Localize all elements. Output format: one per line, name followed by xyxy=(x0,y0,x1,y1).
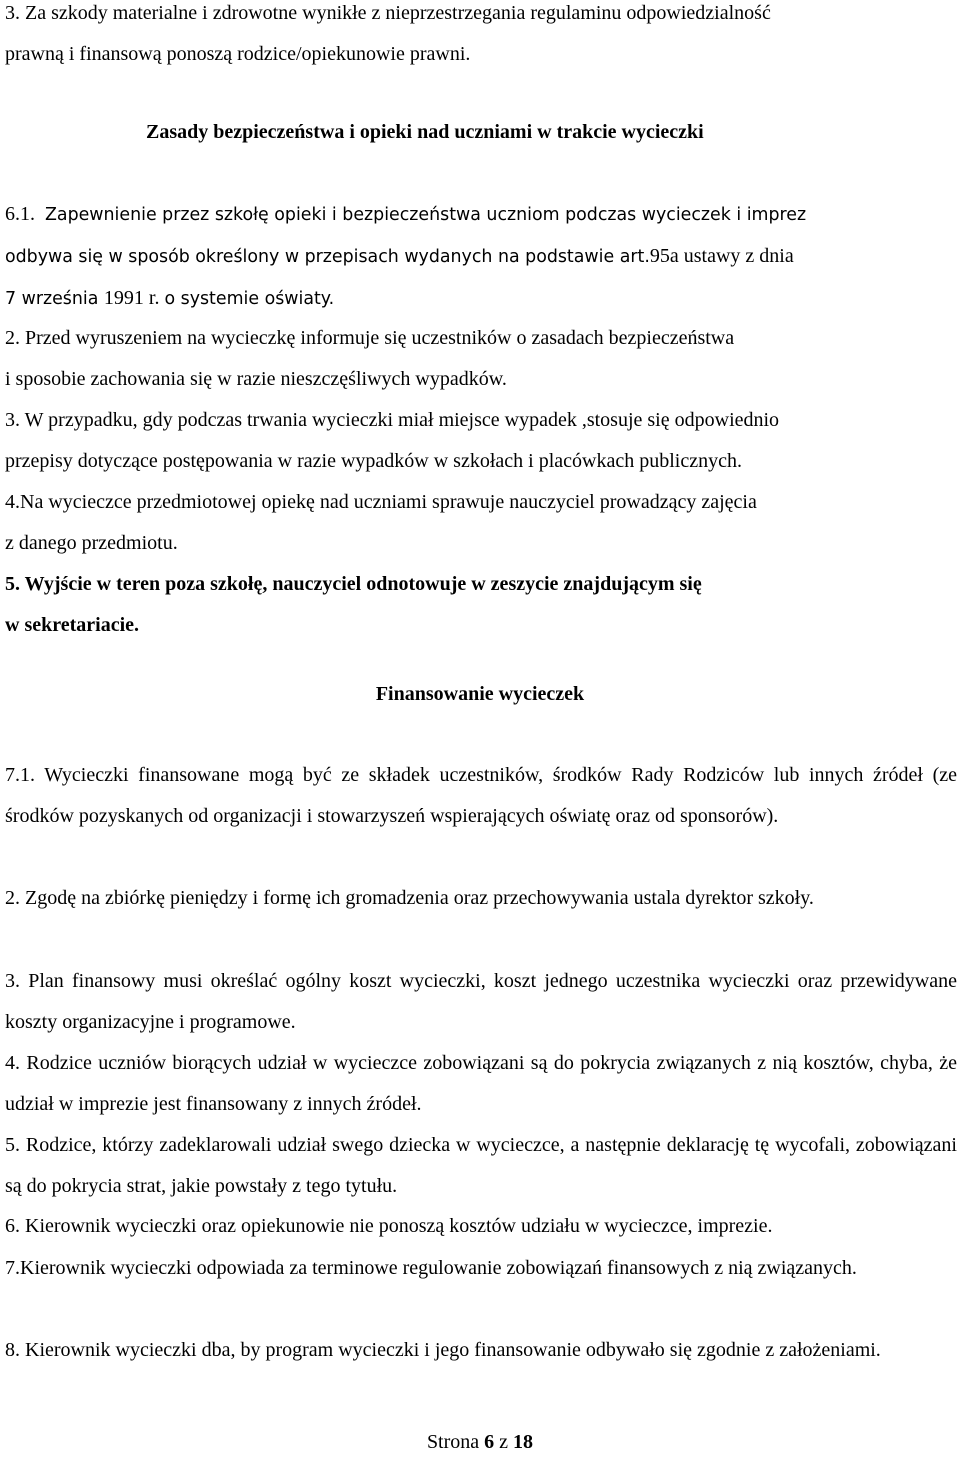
safety-item-1-number: 6.1. xyxy=(5,203,35,225)
safety-item-1-line-3b: 1991 r. xyxy=(103,287,165,309)
safety-item-3 xyxy=(5,400,957,482)
safety-item-2 xyxy=(5,318,957,400)
safety-item-4-line-2: z danego przedmiotu. xyxy=(5,532,178,554)
finance-item-3: 3. Plan finansowy musi określać ogólny koszt wycieczki, koszt jednego uczestnika wycieczki oraz przewidywane koszty organizacyjne i programowe. xyxy=(5,970,957,1033)
finance-item-6: 6. Kierownik wycieczki oraz opiekunowie nie ponoszą kosztów udziału w wycieczce, imprezie. xyxy=(5,1215,773,1237)
finance-item-5: 5. Rodzice, którzy zadeklarowali udział swego dziecka w wycieczce, a następnie deklarację tę wycofali, zobowiązani są do pokrycia strat, jakie powstały z tego tytułu. xyxy=(5,1134,957,1197)
safety-item-1-line-2-tail: 95a ustawy z dnia xyxy=(649,245,794,267)
safety-item-1-line-3a: 7 września xyxy=(5,289,104,309)
finance-item-2: 2. Zgodę na zbiórkę pieniędzy i formę ich gromadzenia oraz przechowywania ustala dyrektor szkoły. xyxy=(5,887,814,909)
intro-line-2: prawną i finansową ponoszą rodzice/opiekunowie prawni. xyxy=(5,43,471,65)
safety-item-4-line-1: 4.Na wycieczce przedmiotowej opiekę nad uczniami sprawuje nauczyciel prowadzący zajęcia xyxy=(5,491,757,513)
finance-item-7: 7.Kierownik wycieczki odpowiada za terminowe regulowanie zobowiązań finansowych z nią związanych. xyxy=(5,1257,857,1279)
safety-item-1-line-1: Zapewnienie przez szkołę opieki i bezpieczeństwa uczniom podczas wycieczek i imprez xyxy=(45,205,807,225)
footer-current-page: 6 xyxy=(484,1431,495,1453)
safety-item-5-line-1: 5. Wyjście w teren poza szkołę, nauczyciel odnotowuje w zeszycie znajdującym się xyxy=(5,573,702,595)
safety-heading: Zasady bezpieczeństwa i opieki nad uczniami w trakcie wycieczki xyxy=(146,121,704,143)
safety-item-1-line-2: odbywa się w sposób określony w przepisach wydanych na podstawie art. xyxy=(5,247,650,267)
safety-item-4 xyxy=(5,482,957,564)
footer-label-of: z xyxy=(494,1431,514,1453)
footer-total-pages: 18 xyxy=(513,1431,534,1453)
intro-paragraph xyxy=(5,0,957,75)
safety-item-5-line-2: w sekretariacie. xyxy=(5,614,140,636)
safety-item-1 xyxy=(5,194,957,320)
safety-item-1-line-3c: o systemie oświaty. xyxy=(164,289,335,309)
safety-item-2-line-2: i sposobie zachowania się w razie nieszczęśliwych wypadków. xyxy=(5,368,507,390)
safety-item-2-line-1: 2. Przed wyruszeniem na wycieczkę informuje się uczestników o zasadach bezpieczeństwa xyxy=(5,327,735,349)
footer-label-page: Strona xyxy=(426,1431,485,1453)
finance-item-1: 7.1. Wycieczki finansowane mogą być ze składek uczestników, środków Rady Rodziców lub innych źródeł (ze środków pozyskanych od organizacji i stowarzyszeń wspierających oświatę oraz od sponsorów). xyxy=(5,764,957,827)
intro-line-1: 3. Za szkody materialne i zdrowotne wynikłe z nieprzestrzegania regulaminu odpowiedzialność xyxy=(5,2,771,24)
safety-item-3-line-1: 3. W przypadku, gdy podczas trwania wycieczki miał miejsce wypadek ,stosuje się odpowiednio xyxy=(5,409,780,431)
finance-heading: Finansowanie wycieczek xyxy=(375,683,585,705)
finance-item-4: 4. Rodzice uczniów biorących udział w wycieczce zobowiązani są do pokrycia związanych z nią kosztów, chyba, że udział w imprezie jest finansowany z innych źródeł. xyxy=(5,1052,957,1115)
safety-item-3-line-2: przepisy dotyczące postępowania w razie wypadków w szkołach i placówkach publicznych. xyxy=(5,450,742,472)
finance-item-8: 8. Kierownik wycieczki dba, by program wycieczki i jego finansowanie odbywało się zgodnie z założeniami. xyxy=(5,1339,881,1361)
safety-item-5 xyxy=(5,564,957,646)
page-number-footer xyxy=(0,1422,960,1462)
